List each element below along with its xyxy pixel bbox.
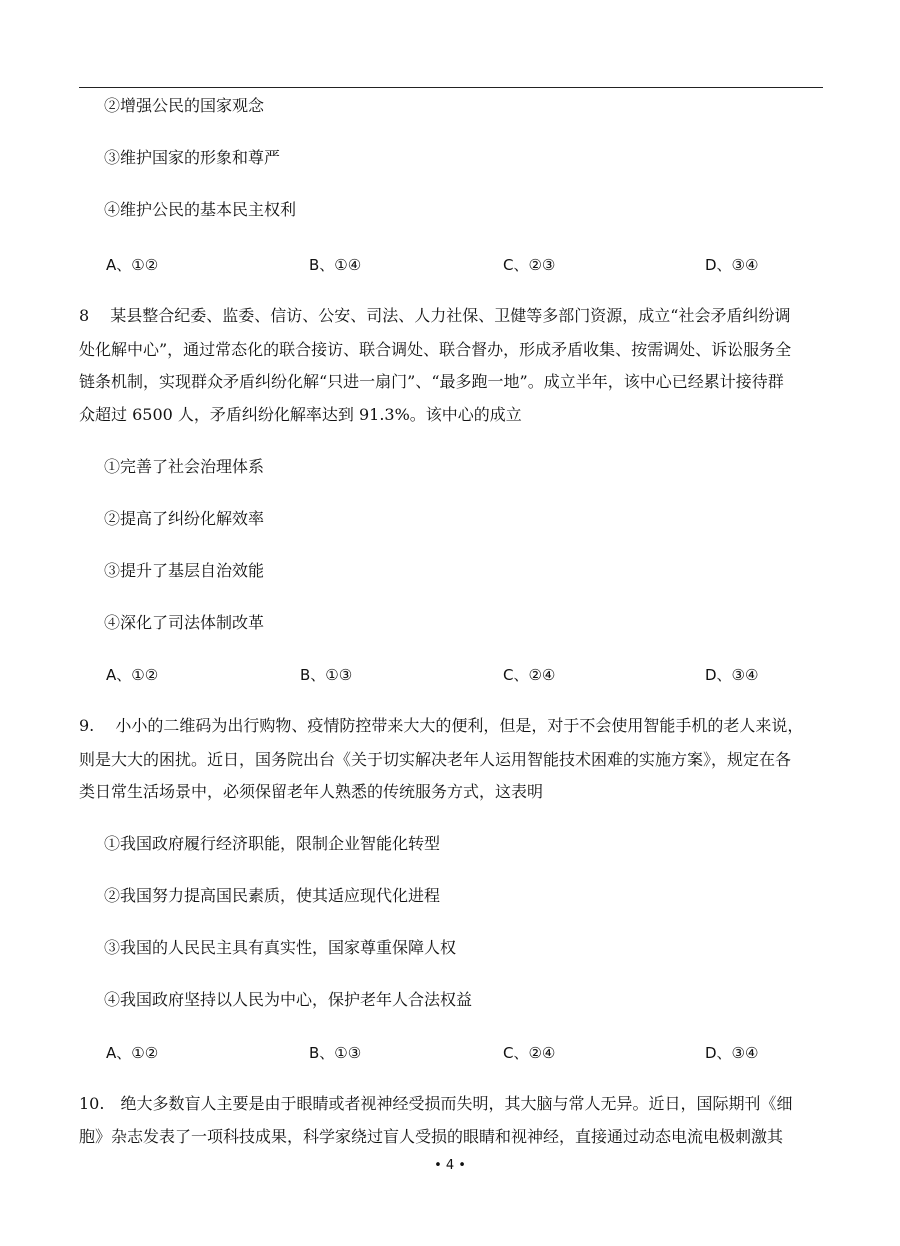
q10-stem-line-1: 10. 绝大多数盲人主要是由于眼睛或者视神经受损而失明，其大脑与常人无异。近日，国际期刊《细 <box>79 1094 793 1113</box>
q7-choices <box>106 254 806 274</box>
q9-choice-b: B、①③ <box>309 1044 362 1062</box>
q8-option-1: ①完善了社会治理体系 <box>104 457 265 476</box>
q8-stem-line-2: 处化解中心”，通过常态化的联合接访、联合调处、联合督办，形成矛盾收集、按需调处、诉讼服务全 <box>79 340 792 359</box>
q9-choice-c: C、②④ <box>503 1044 556 1062</box>
q8-choice-c: C、②④ <box>503 666 556 684</box>
q8-stem-line-1: 8 某县整合纪委、监委、信访、公安、司法、人力社保、卫健等多部门资源，成立“社会矛盾纠纷调 <box>79 306 791 325</box>
q7-choice-d: D、③④ <box>705 256 759 274</box>
q8-choice-a: A、①② <box>106 666 159 684</box>
q9-stem-line-2: 则是大大的困扰。近日，国务院出台《关于切实解决老年人运用智能技术困难的实施方案》，规定在各 <box>79 750 792 769</box>
q8-stem-line-4: 众超过 6500 人，矛盾纠纷化解率达到 91.3%。该中心的成立 <box>79 405 522 424</box>
q7-choice-b: B、①④ <box>309 256 362 274</box>
q7-option-4: ④维护公民的基本民主权利 <box>104 200 297 219</box>
q9-stem-line-3: 类日常生活场景中，必须保留老年人熟悉的传统服务方式，这表明 <box>79 782 544 801</box>
q7-option-2: ②增强公民的国家观念 <box>104 96 265 115</box>
q9-choices <box>106 1042 806 1062</box>
q7-choice-c: C、②③ <box>503 256 556 274</box>
q8-option-2: ②提高了纠纷化解效率 <box>104 509 265 528</box>
page-number: • 4 • <box>434 1158 466 1173</box>
q8-stem-line-3: 链条机制，实现群众矛盾纠纷化解“只进一扇门”、“最多跑一地”。成立半年，该中心已经累计接待群 <box>79 372 784 391</box>
q8-choice-b: B、①③ <box>300 666 353 684</box>
q8-option-3: ③提升了基层自治效能 <box>104 561 265 580</box>
q9-stem-line-1: 9. 小小的二维码为出行购物、疫情防控带来大大的便利，但是，对于不会使用智能手机的老人来说， <box>79 716 804 735</box>
q10-stem-line-2: 胞》杂志发表了一项科技成果，科学家绕过盲人受损的眼睛和视神经，直接通过动态电流电极刺激其 <box>79 1127 784 1146</box>
q7-choice-a: A、①② <box>106 256 159 274</box>
q9-choice-a: A、①② <box>106 1044 159 1062</box>
q9-choice-d: D、③④ <box>705 1044 759 1062</box>
q9-option-3: ③我国的人民民主具有真实性，国家尊重保障人权 <box>104 938 457 957</box>
q9-option-2: ②我国努力提高国民素质，使其适应现代化进程 <box>104 886 441 905</box>
header-rule <box>79 87 823 88</box>
q7-option-3: ③维护国家的形象和尊严 <box>104 148 281 167</box>
q8-choice-d: D、③④ <box>705 666 759 684</box>
q8-option-4: ④深化了司法体制改革 <box>104 613 265 632</box>
q9-option-1: ①我国政府履行经济职能，限制企业智能化转型 <box>104 834 441 853</box>
q8-choices <box>106 664 806 684</box>
q9-option-4: ④我国政府坚持以人民为中心，保护老年人合法权益 <box>104 990 473 1009</box>
